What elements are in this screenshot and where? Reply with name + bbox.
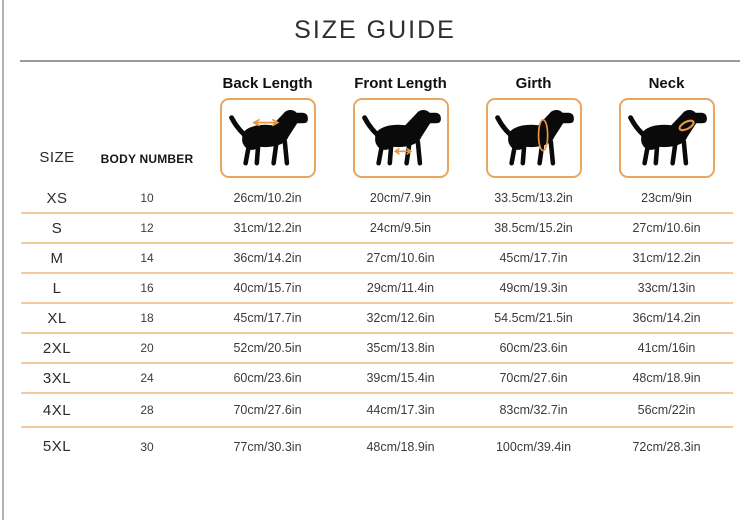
neck-value: 33cm/13in	[637, 281, 696, 295]
neck-value: 27cm/10.6in	[632, 221, 701, 235]
girth-column-label: Girth	[515, 75, 552, 92]
size-table	[21, 72, 733, 465]
back-length-value: 36cm/14.2in	[233, 251, 302, 265]
back-length-column-label: Back Length	[222, 75, 313, 92]
back-length-value: 77cm/30.3in	[233, 439, 302, 454]
table-row	[21, 184, 733, 214]
body-number-value: 28	[140, 403, 154, 417]
neck-value: 56cm/22in	[637, 403, 696, 417]
body-number-value: 12	[140, 221, 154, 235]
girth-dog-icon	[486, 98, 582, 178]
table-row	[21, 304, 733, 334]
neck-value: 41cm/16in	[637, 341, 696, 355]
body-number-value: 24	[140, 371, 154, 385]
girth-value: 54.5cm/21.5in	[494, 311, 573, 325]
front-length-value: 44cm/17.3in	[366, 403, 435, 417]
front-length-value: 35cm/13.8in	[366, 341, 435, 355]
size-value: 5XL	[42, 438, 72, 455]
back-length-value: 40cm/15.7in	[233, 281, 302, 295]
back-length-value: 31cm/12.2in	[233, 221, 302, 235]
page-left-border	[2, 0, 4, 520]
back-length-value: 70cm/27.6in	[233, 403, 302, 417]
front-length-value: 48cm/18.9in	[366, 439, 435, 454]
neck-dog-icon	[619, 98, 715, 178]
body-number-value: 20	[140, 341, 154, 355]
size-column-header	[21, 72, 93, 184]
body-number-column-label: BODY NUMBER	[100, 152, 194, 166]
size-value: 2XL	[42, 339, 72, 357]
size-column-label: SIZE	[39, 149, 75, 166]
girth-value: 60cm/23.6in	[499, 341, 568, 355]
size-value: M	[50, 249, 64, 267]
girth-column-header	[467, 72, 600, 184]
back-length-value: 52cm/20.5in	[233, 341, 302, 355]
table-header	[21, 72, 733, 184]
front-length-value: 32cm/12.6in	[366, 311, 435, 325]
neck-value: 31cm/12.2in	[632, 251, 701, 265]
girth-value: 49cm/19.3in	[499, 281, 568, 295]
front-length-value: 20cm/7.9in	[369, 191, 432, 205]
neck-value: 36cm/14.2in	[632, 311, 701, 325]
body-number-value: 14	[140, 251, 154, 265]
page-title: SIZE GUIDE	[294, 16, 456, 44]
front-length-value: 27cm/10.6in	[366, 251, 435, 265]
size-value: S	[51, 219, 63, 237]
front-length-value: 24cm/9.5in	[369, 221, 432, 235]
table-row	[21, 394, 733, 428]
front-length-column-header	[334, 72, 467, 184]
back-length-value: 60cm/23.6in	[233, 371, 302, 385]
size-value: L	[52, 279, 62, 297]
table-row	[21, 244, 733, 274]
back-length-value: 45cm/17.7in	[233, 311, 302, 325]
girth-value: 83cm/32.7in	[499, 403, 568, 417]
size-value: XS	[46, 189, 68, 207]
front-length-column-label: Front Length	[354, 75, 447, 92]
front-length-value: 29cm/11.4in	[366, 281, 435, 295]
body-number-value: 18	[140, 311, 154, 325]
body-number-value: 30	[140, 439, 154, 454]
neck-value: 72cm/28.3in	[632, 439, 701, 454]
neck-value: 23cm/9in	[641, 191, 692, 205]
back-length-column-header	[201, 72, 334, 184]
body-number-column-header	[93, 72, 201, 184]
table-row	[21, 364, 733, 394]
girth-value: 33.5cm/13.2in	[494, 191, 573, 205]
size-value: 3XL	[42, 369, 72, 387]
back-length-value: 26cm/10.2in	[233, 191, 302, 205]
girth-value: 100cm/39.4in	[495, 439, 572, 454]
back-length-dog-icon	[220, 98, 316, 178]
neck-column-header	[600, 72, 733, 184]
girth-value: 45cm/17.7in	[499, 251, 568, 265]
neck-column-label: Neck	[648, 75, 685, 92]
table-row	[21, 428, 733, 465]
title-divider	[20, 60, 740, 62]
table-row	[21, 274, 733, 304]
front-length-dog-icon	[353, 98, 449, 178]
table-row	[21, 334, 733, 364]
table-row	[21, 214, 733, 244]
girth-value: 70cm/27.6in	[499, 371, 568, 385]
body-number-value: 16	[140, 281, 154, 295]
size-value: XL	[47, 309, 67, 327]
girth-value: 38.5cm/15.2in	[494, 221, 573, 235]
size-value: 4XL	[42, 401, 72, 419]
body-number-value: 10	[140, 191, 154, 205]
front-length-value: 39cm/15.4in	[366, 371, 435, 385]
neck-value: 48cm/18.9in	[632, 371, 701, 385]
